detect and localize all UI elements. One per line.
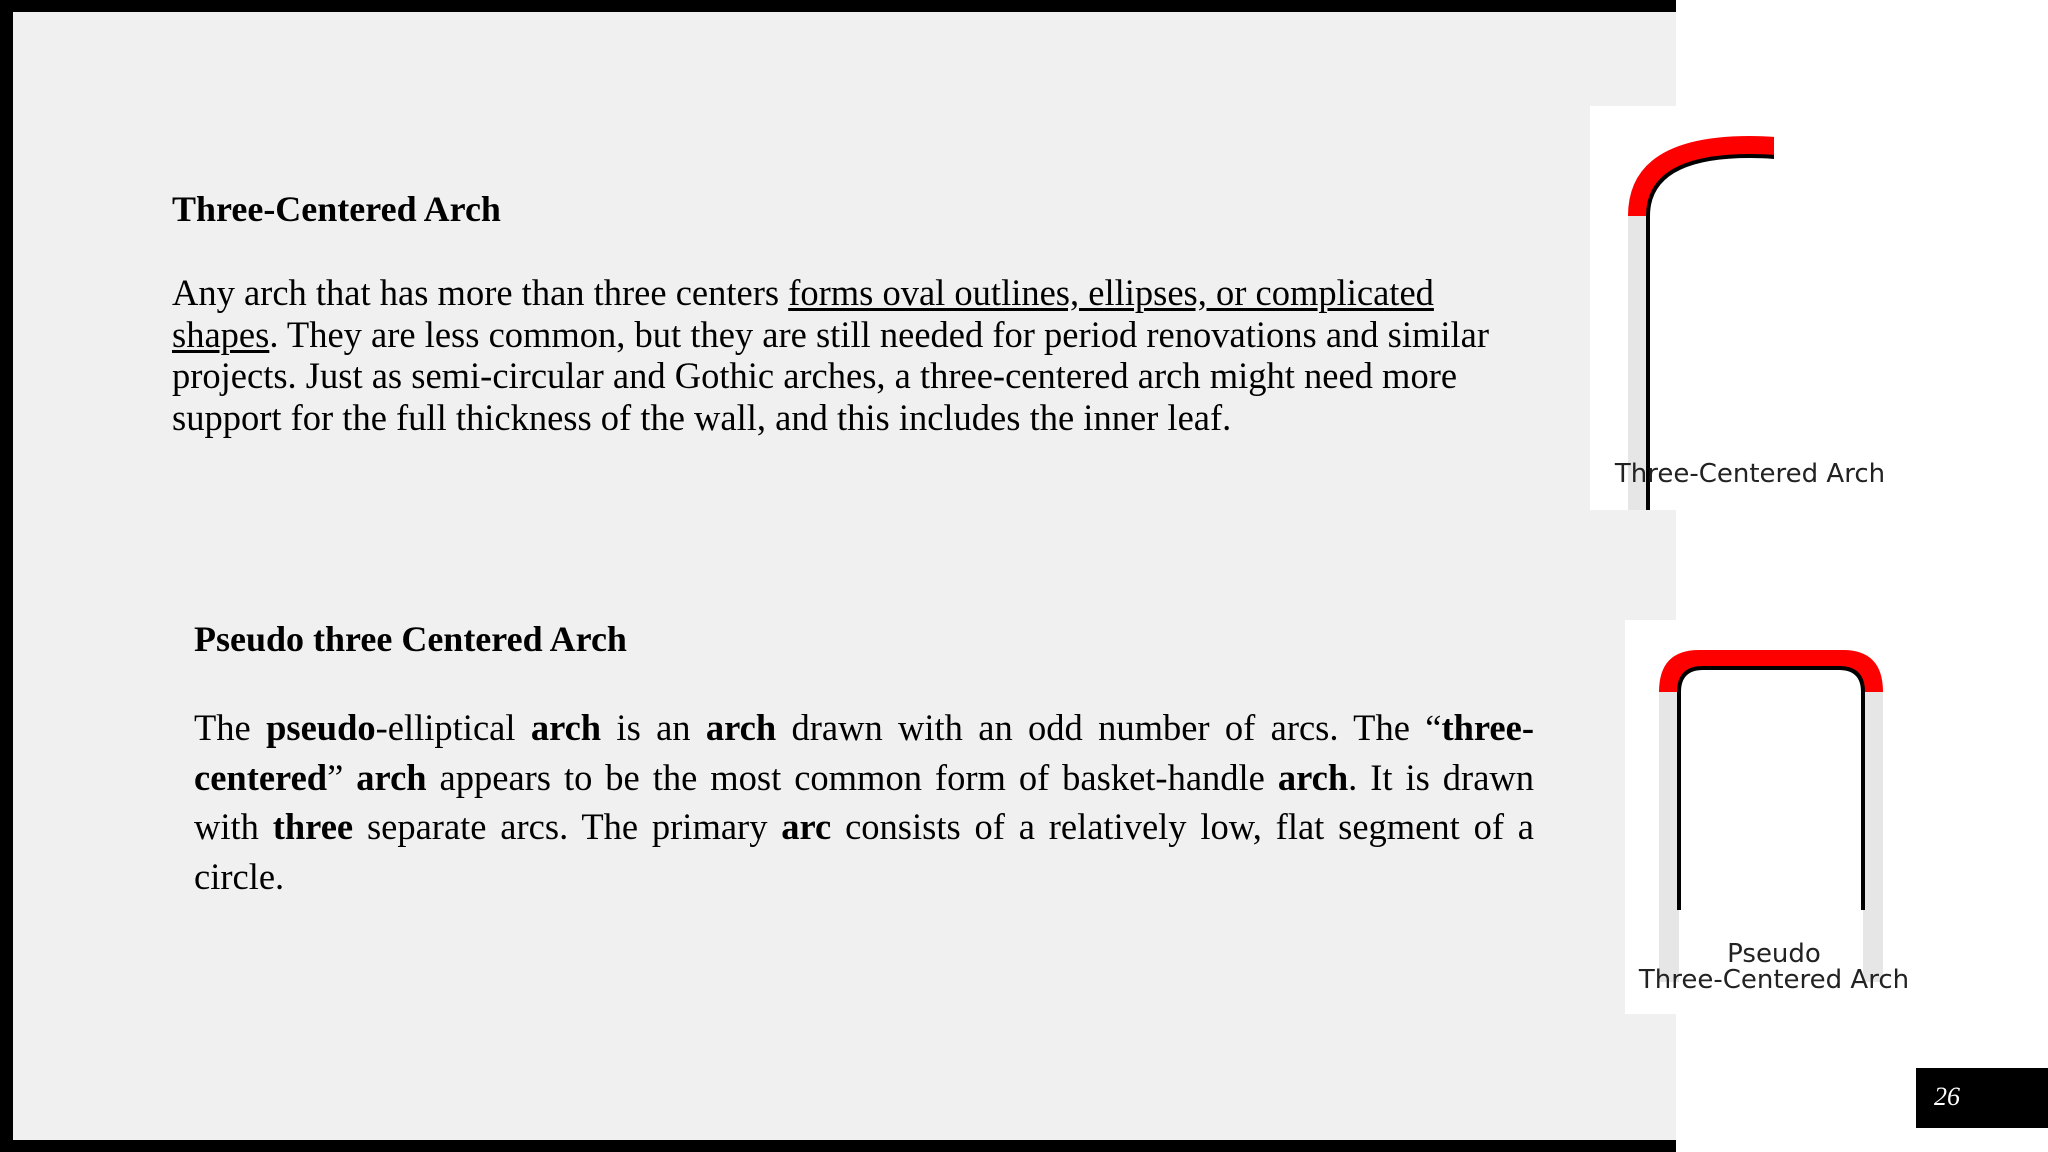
bold-term: pseudo — [266, 707, 376, 748]
left-jamb — [1659, 692, 1679, 982]
arch-intrados-line — [1679, 668, 1863, 692]
slide-frame-left — [0, 0, 13, 1152]
paragraph-text: -elliptical — [375, 707, 531, 748]
bold-term: three-centered — [194, 707, 1534, 798]
bold-term: arch — [356, 756, 427, 798]
page-number: 26 — [1934, 1082, 1960, 1111]
three-centered-arch-figure — [1590, 106, 1774, 510]
bold-term: three — [272, 806, 354, 847]
pseudo-arch-caption-line1: Pseudo — [1727, 939, 1821, 969]
three-centered-arch-paragraph — [172, 272, 1512, 438]
pseudo-three-centered-arch-heading: Pseudo three Centered Arch — [194, 619, 627, 659]
paragraph-text: . It is drawn with — [194, 756, 1535, 847]
paragraph-text: appears to be the most common form of basket-handle — [426, 756, 1278, 798]
para1-text-start: Any arch that has more than three centers — [172, 272, 789, 313]
pseudo-arch-caption-line2: Three-Centered Arch — [1638, 965, 1910, 995]
para1-text-end: . They are less common, but they are still needed for period renovations and similar projects. Just as semi-circular and Gothic arches, a three-centered arch might need more support for the full thickness of the wall, and this includes the inner leaf. — [172, 313, 1490, 438]
right-jamb — [1863, 692, 1883, 982]
bold-term: arc — [781, 806, 832, 847]
slide-frame-bottom — [0, 1140, 1676, 1152]
paragraph-text: The — [194, 707, 267, 748]
bold-term: arch — [705, 707, 777, 748]
paragraph-text: separate arcs. The primary — [353, 806, 782, 847]
three-centered-arch-diagram — [1590, 106, 1774, 510]
paragraph-text: ” — [327, 756, 357, 798]
bold-term: arch — [530, 707, 602, 748]
slide-frame-top — [0, 0, 1676, 12]
three-centered-arch-heading: Three-Centered Arch — [172, 189, 501, 229]
bold-term: arch — [1277, 756, 1349, 798]
paragraph-text: is an — [601, 707, 706, 748]
three-centered-arch-caption: Three-Centered Arch — [1614, 459, 1886, 489]
paragraph-text: drawn with an odd number of arcs. The “ — [776, 707, 1442, 748]
paragraph-text: consists of a relatively low, flat segment of a circle. — [194, 806, 1534, 897]
content-panel — [13, 12, 1676, 1140]
underlined-phrase: forms oval outlines, ellipses, or complicated shapes — [172, 272, 1434, 355]
pseudo-arch-paragraph — [194, 703, 1534, 901]
